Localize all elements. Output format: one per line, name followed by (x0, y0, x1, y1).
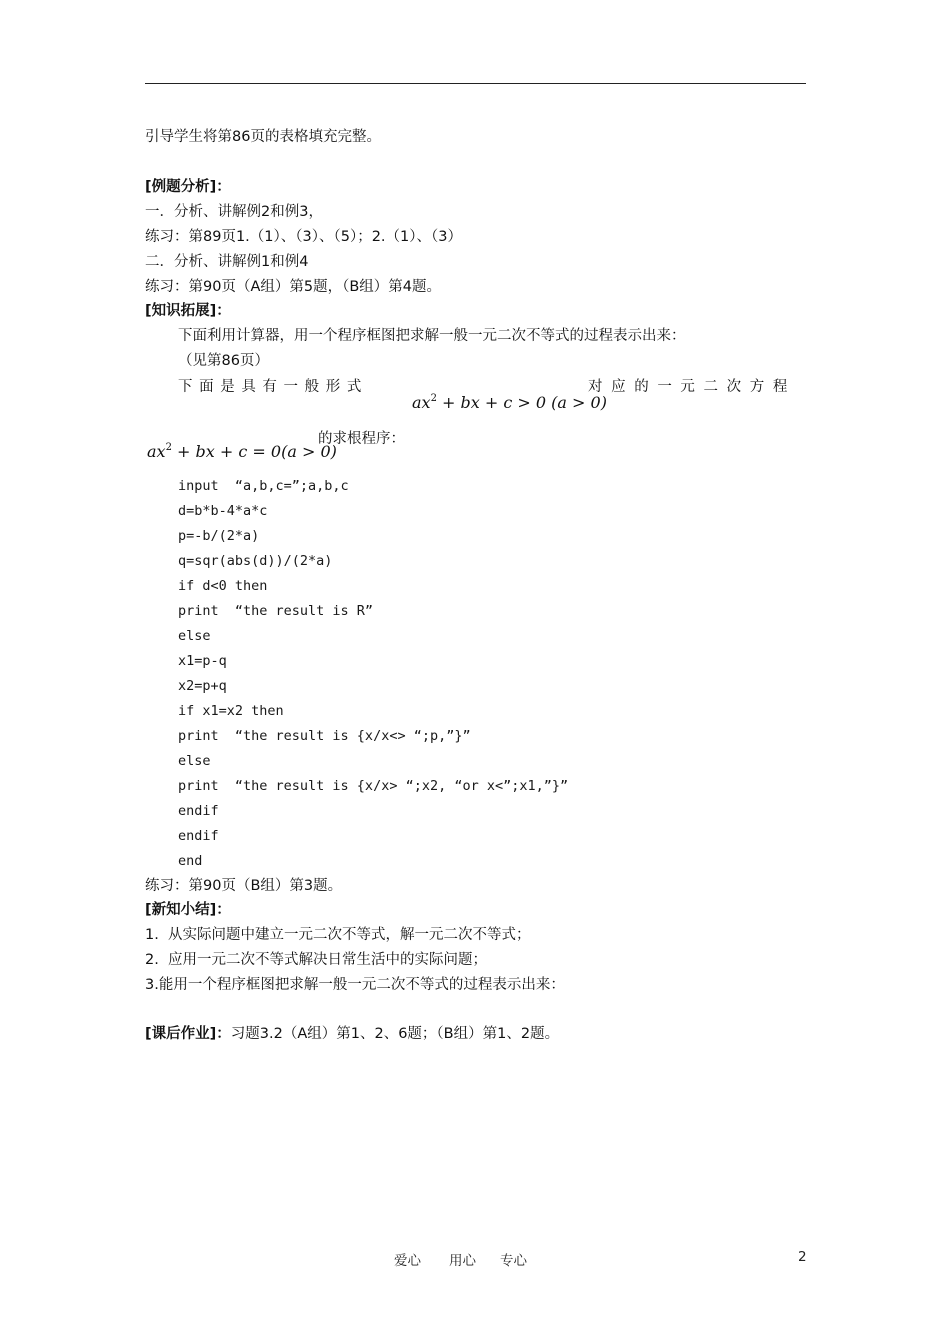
code-line: x2=p+q (178, 678, 227, 694)
homework-heading: [课后作业]： (145, 1026, 231, 1042)
code-line: d=b*b-4*a*c (178, 503, 268, 519)
extension-line-3-lead: 下 面 是 具 有 一 般 形 式 (178, 379, 362, 395)
code-line: x1=p-q (178, 653, 227, 669)
exercise-3: 练习：第90页（B组）第3题。 (145, 878, 343, 894)
code-line: end (178, 853, 203, 869)
example-item-1: 一．分析、讲解例2和例3， (145, 204, 323, 220)
footer-motto-1: 爱心 (394, 1253, 421, 1269)
equation-lhs: ax (147, 442, 166, 461)
extension-line-3-tail: 对 应 的 一 元 二 次 方 程 (588, 379, 788, 395)
footer-motto-2: 用心 (449, 1253, 476, 1269)
code-line: endif (178, 803, 219, 819)
equation-exponent: 2 (165, 442, 172, 453)
equation-formula (147, 438, 337, 462)
summary-heading: [新知小结]： (145, 902, 231, 918)
code-line: q=sqr(abs(d))/(2*a) (178, 553, 333, 569)
footer-motto-3: 专心 (500, 1253, 527, 1269)
extension-line-2: （见第86页） (178, 353, 269, 369)
equation-rest: + bx + c = 0(a > 0) (171, 442, 337, 461)
summary-item: 3.能用一个程序框图把求解一般一元二次不等式的过程表示出来： (145, 977, 565, 993)
exercise-1: 练习：第89页1.（1）、（3）、（5）；2.（1）、（3） (145, 229, 462, 245)
code-line: input “a,b,c=”;a,b,c (178, 478, 349, 494)
example-heading: [例题分析]： (145, 179, 231, 195)
extension-line-4-tail: 的求根程序： (318, 431, 405, 447)
extension-heading: [知识拓展]： (145, 303, 231, 319)
inequality-condition: (a > 0) (551, 393, 607, 412)
code-line: p=-b/(2*a) (178, 528, 260, 544)
inequality-lhs: ax (412, 393, 431, 412)
inequality-rest: + bx + c > 0 (436, 393, 552, 412)
page-number: 2 (798, 1249, 807, 1265)
inequality-exponent: 2 (430, 393, 437, 404)
summary-item: 1. 从实际问题中建立一元二次不等式，解一元二次不等式； (145, 927, 531, 943)
code-line: print “the result is {x/x<> “;p,”}” (178, 728, 471, 744)
summary-item: 2. 应用一元二次不等式解决日常生活中的实际问题； (145, 952, 488, 968)
code-line: if x1=x2 then (178, 703, 284, 719)
code-line: else (178, 753, 211, 769)
code-line: endif (178, 828, 219, 844)
inequality-formula (412, 389, 607, 413)
code-line: print “the result is R” (178, 603, 374, 619)
extension-line-1: 下面利用计算器，用一个程序框图把求解一般一元二次不等式的过程表示出来： (178, 328, 686, 344)
homework-text: 习题3.2（A组）第1、2、6题；（B组）第1、2题。 (230, 1026, 560, 1042)
header-rule (145, 83, 806, 84)
exercise-2: 练习：第90页（A组）第5题，（B组）第4题。 (145, 279, 442, 295)
code-line: if d<0 then (178, 578, 268, 594)
homework-line (145, 1024, 559, 1044)
example-item-2: 二．分析、讲解例1和例4 (145, 254, 309, 270)
code-line: print “the result is {x/x> “;x2, “or x<”;x1,”}” (178, 778, 569, 794)
intro-line: 引导学生将第86页的表格填充完整。 (145, 129, 381, 145)
code-line: else (178, 628, 211, 644)
